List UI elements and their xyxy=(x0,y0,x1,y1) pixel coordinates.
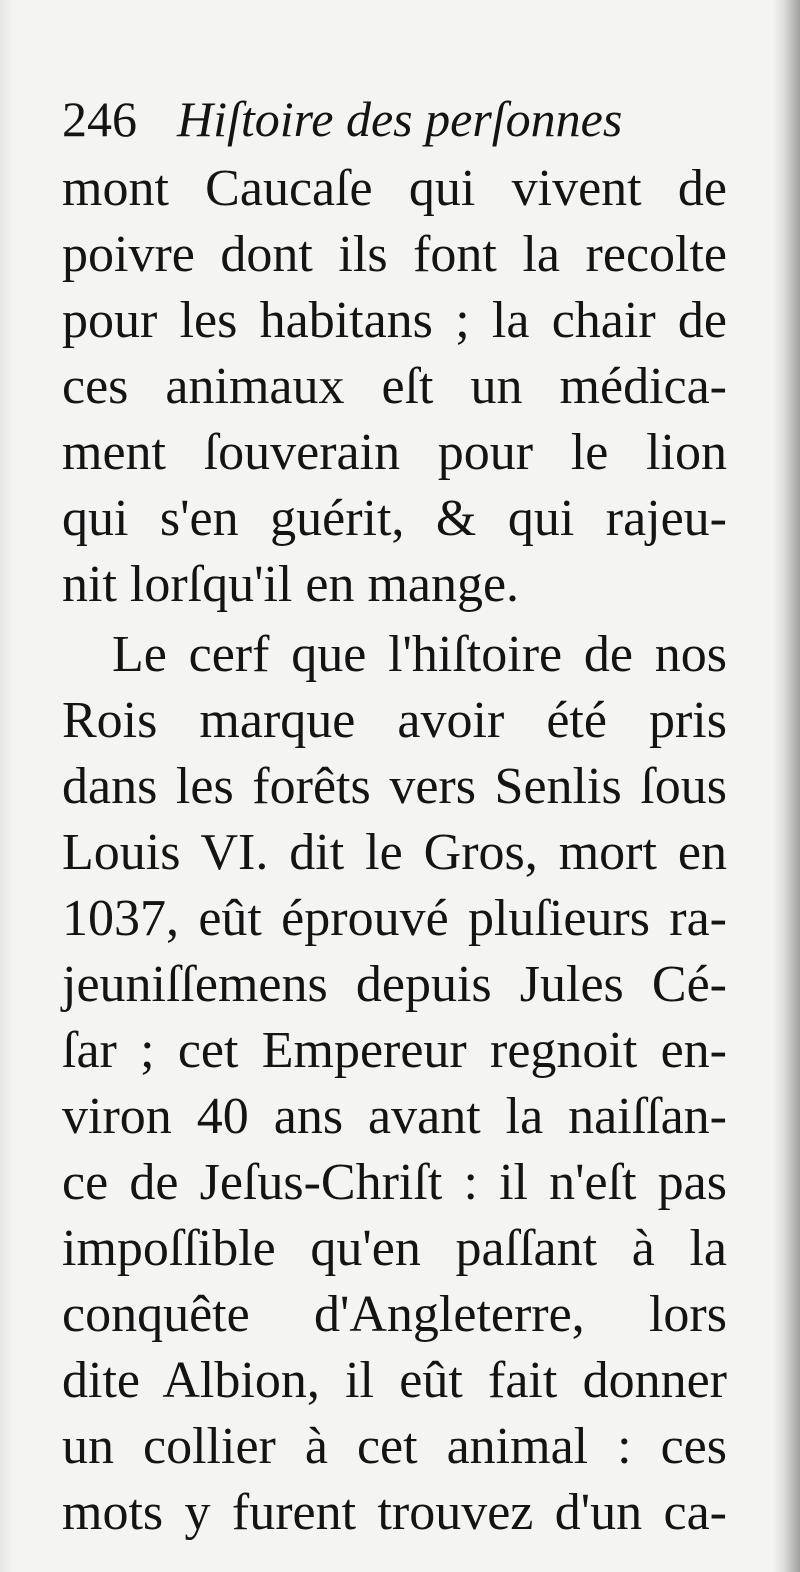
text-block xyxy=(62,82,727,1546)
text-line: Louis VI. dit le Gros, mort en xyxy=(62,824,727,881)
text-line: conquête d'Angleterre, lors xyxy=(62,1286,727,1343)
text-line: viron 40 ans avant la naiſſan- xyxy=(62,1088,727,1145)
text-line: mots y furent trouvez d'un ca- xyxy=(62,1484,727,1541)
text-line: mont Caucaſe qui vivent de xyxy=(62,160,727,217)
text-line: impoſſible qu'en paſſant à la xyxy=(62,1220,727,1277)
text-line: dans les forêts vers Senlis ſous xyxy=(62,758,727,815)
paragraph-2 xyxy=(62,622,727,1546)
text-line: qui s'en guérit, & qui rajeu- xyxy=(62,490,727,547)
page-number: 246 xyxy=(62,91,137,147)
text-line: ment ſouverain pour le lion xyxy=(62,424,727,481)
text-line: ſar ; cet Empereur regnoit en- xyxy=(62,1022,727,1079)
text-line: nit lorſqu'il en mange. xyxy=(62,556,520,613)
text-line: Rois marque avoir été pris xyxy=(62,692,727,749)
text-line: pour les habitans ; la chair de xyxy=(62,292,727,349)
text-line: ces animaux eſt un médica- xyxy=(62,358,727,415)
running-head xyxy=(62,82,727,156)
running-title: Hiſtoire des perſonnes xyxy=(177,91,623,147)
text-line: jeuniſſemens depuis Jules Cé- xyxy=(62,956,727,1013)
text-line: poivre dont ils font la recolte xyxy=(62,226,727,283)
text-line: un collier à cet animal : ces xyxy=(62,1418,727,1475)
page-right-edge-shadow xyxy=(772,0,800,1572)
text-line: 1037, eût éprouvé pluſieurs ra- xyxy=(62,890,727,947)
text-line: ce de Jeſus-Chriſt : il n'eſt pas xyxy=(62,1154,727,1211)
text-line: dite Albion, il eût fait donner xyxy=(62,1352,727,1409)
text-line: Le cerf que l'hiſtoire de nos xyxy=(112,626,727,683)
page-left-edge-shadow xyxy=(0,0,14,1572)
paragraph-1 xyxy=(62,156,727,618)
